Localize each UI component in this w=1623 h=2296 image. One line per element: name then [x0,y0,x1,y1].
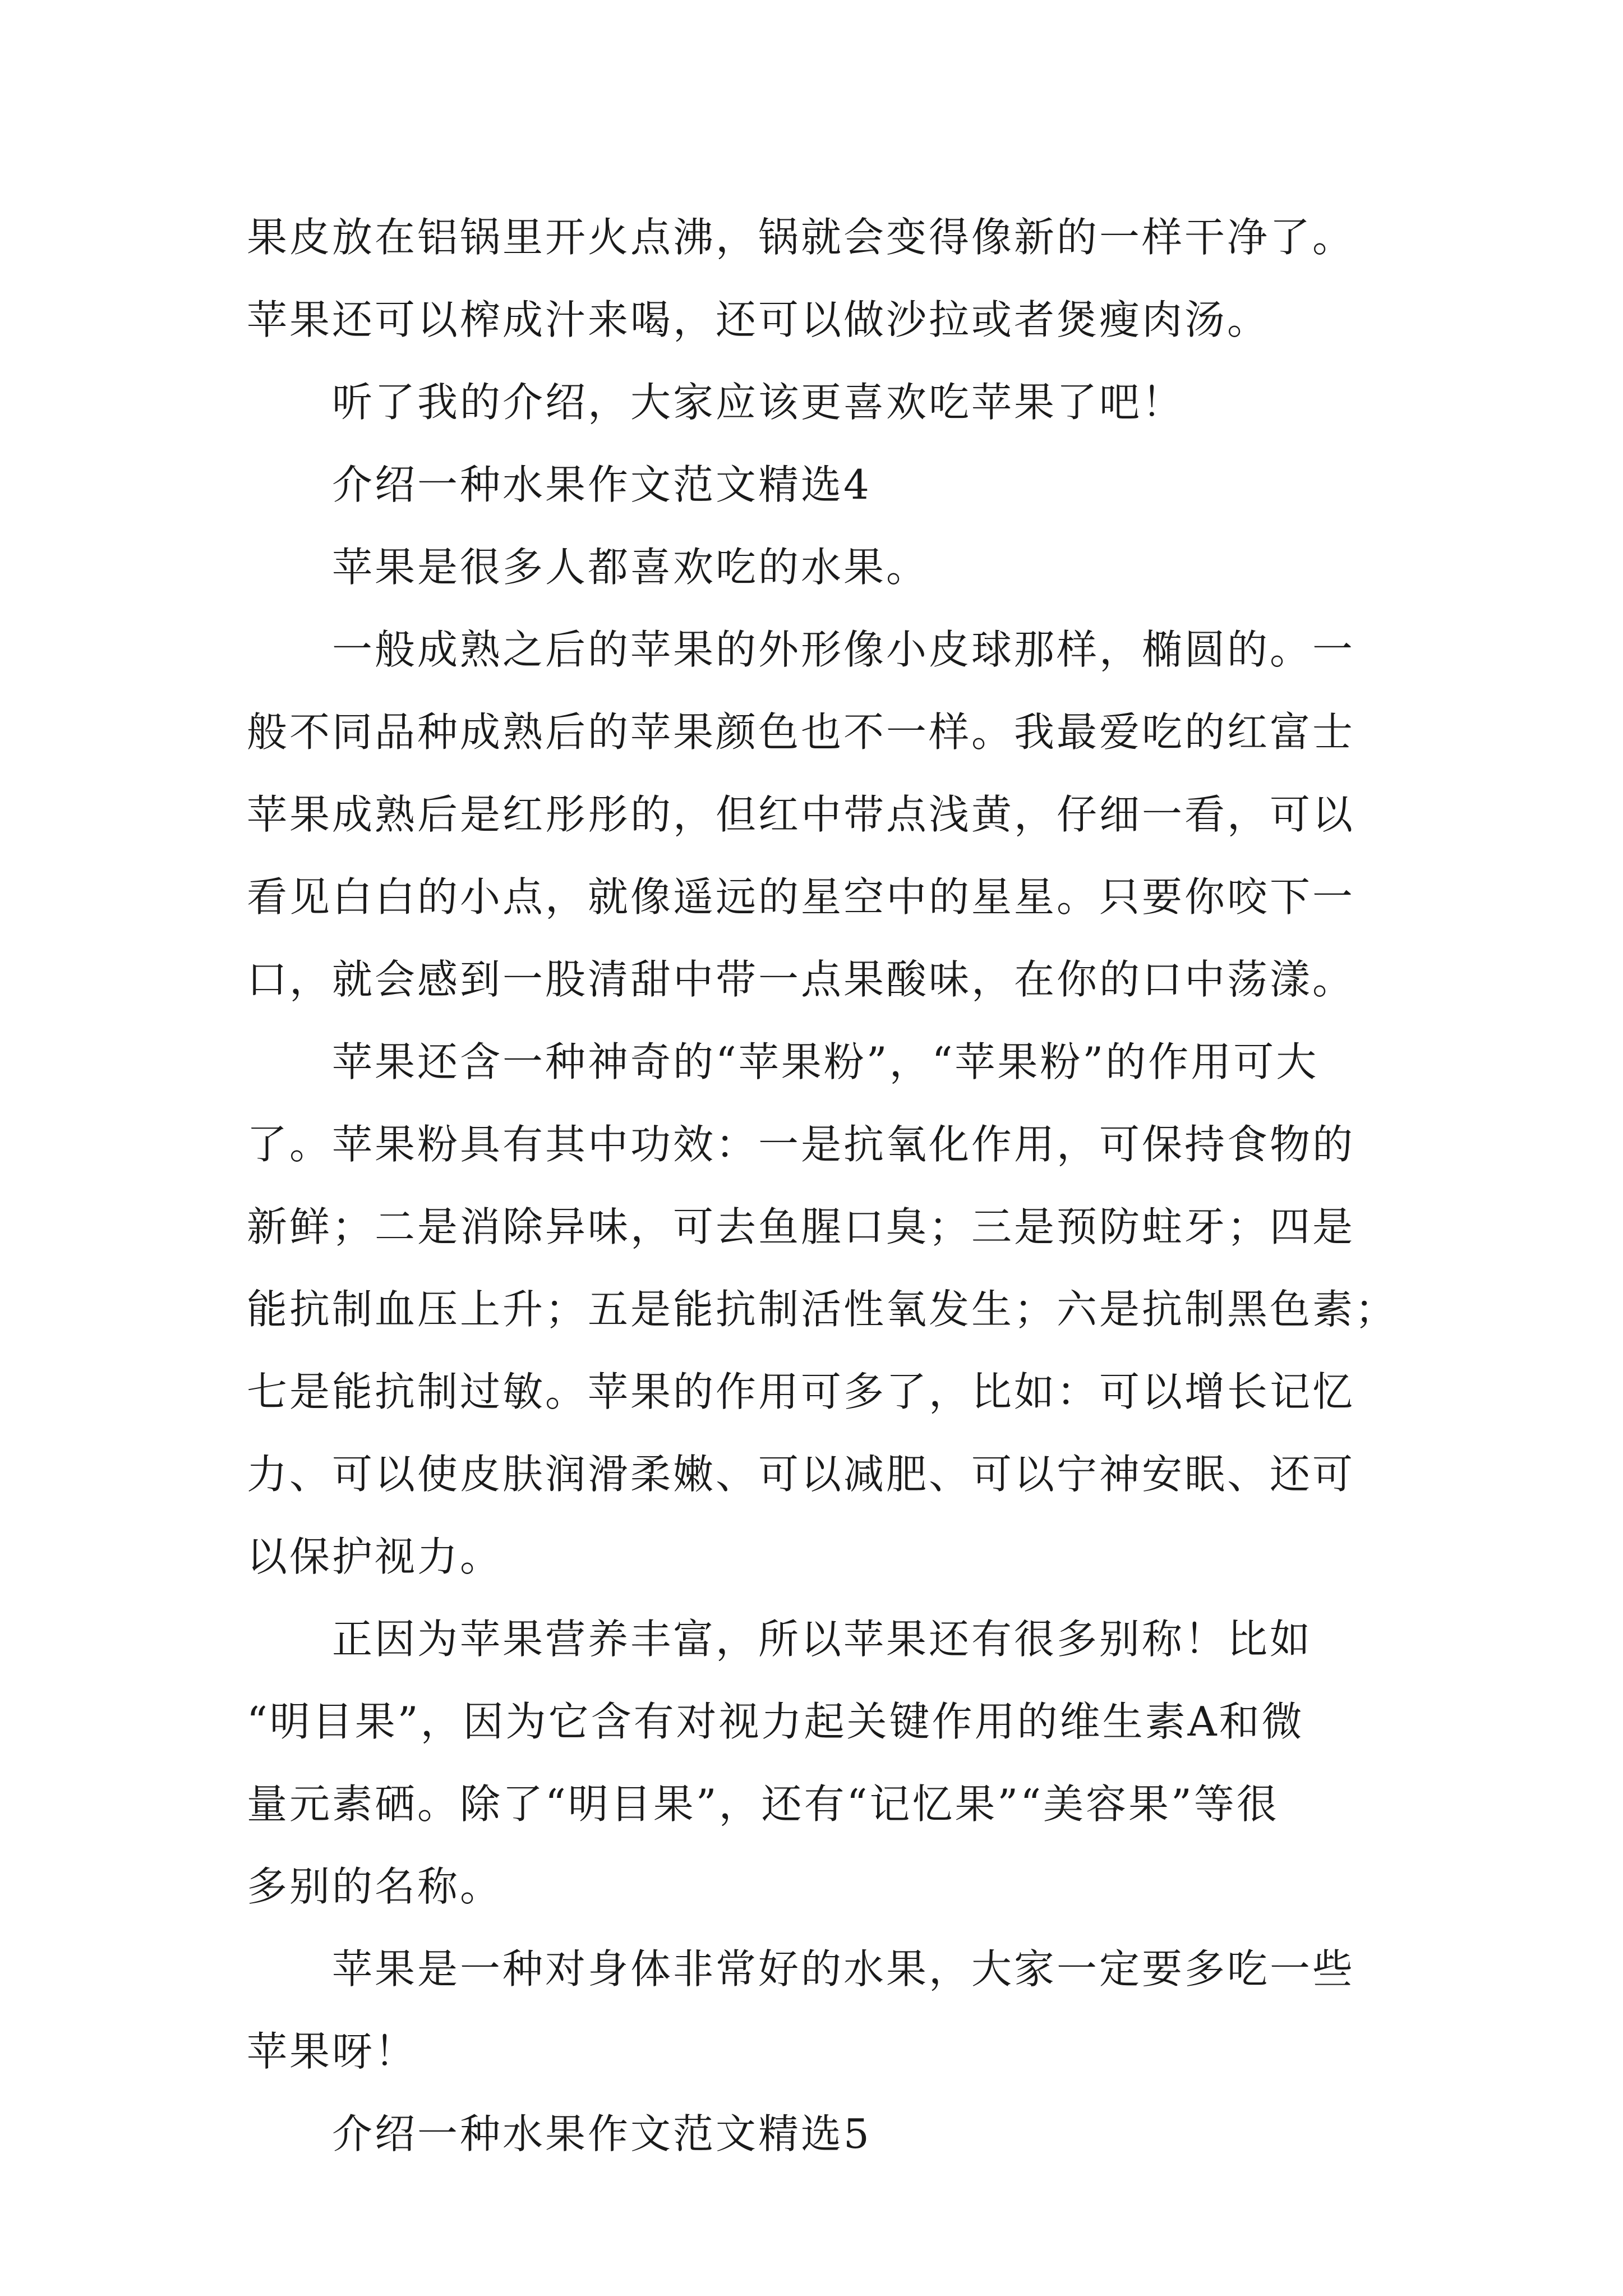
text-line: “明目果”，因为它含有对视力起关键作用的维生素A和微 [247,1698,1304,1745]
text-line: 苹果还含一种神奇的“苹果粉”，“苹果粉”的作用可大 [332,1038,1319,1085]
text-line: 听了我的介绍，大家应该更喜欢吃苹果了吧！ [332,379,1185,426]
heading-line: 介绍一种水果作文范文精选4 [332,461,872,508]
text-line: 能抗制血压上升；五是能抗制活性氧发生；六是抗制黑色素； [247,1286,1398,1333]
text-line: 苹果是很多人都喜欢吃的水果。 [332,544,929,591]
text-line: 苹果是一种对身体非常好的水果，大家一定要多吃一些 [332,1945,1355,1993]
text-line: 果皮放在铝锅里开火点沸，锅就会变得像新的一样干净了。 [247,214,1355,261]
document-body [247,196,1408,2175]
text-line: 多别的名称。 [247,1863,503,1910]
section-heading-5 [247,2093,1408,2175]
text-line: 力、可以使皮肤润滑柔嫩、可以减肥、可以宁神安眠、还可 [247,1451,1355,1498]
paragraph-2 [247,361,1408,444]
paragraph-4 [247,609,1408,1021]
text-line: 正因为苹果营养丰富，所以苹果还有很多别称！比如 [332,1616,1313,1663]
paragraph-6 [247,1598,1408,1928]
heading-line: 介绍一种水果作文范文精选5 [332,2110,872,2157]
text-line: 苹果呀！ [247,2028,418,2075]
text-line: 了。苹果粉具有其中功效：一是抗氧化作用，可保持食物的 [247,1121,1355,1168]
section-heading-4 [247,444,1408,526]
paragraph-1 [247,196,1408,361]
text-line: 苹果还可以榨成汁来喝，还可以做沙拉或者煲瘦肉汤。 [247,296,1270,343]
text-line: 以保护视力。 [247,1533,503,1580]
paragraph-5 [247,1021,1408,1598]
text-line: 新鲜；二是消除异味，可去鱼腥口臭；三是预防蛀牙；四是 [247,1203,1355,1250]
paragraph-7 [247,1928,1408,2093]
text-line: 苹果成熟后是红彤彤的，但红中带点浅黄，仔细一看，可以 [247,791,1355,838]
text-line: 一般成熟之后的苹果的外形像小皮球那样，椭圆的。一 [332,626,1355,673]
paragraph-3 [247,526,1408,609]
text-line: 般不同品种成熟后的苹果颜色也不一样。我最爱吃的红富士 [247,708,1355,756]
text-line: 口，就会感到一股清甜中带一点果酸味，在你的口中荡漾。 [247,956,1355,1003]
text-line: 看见白白的小点，就像遥远的星空中的星星。只要你咬下一 [247,873,1355,921]
text-line: 量元素硒。除了“明目果”，还有“记忆果”“美容果”等很 [247,1780,1279,1828]
text-line: 七是能抗制过敏。苹果的作用可多了，比如：可以增长记忆 [247,1368,1355,1415]
